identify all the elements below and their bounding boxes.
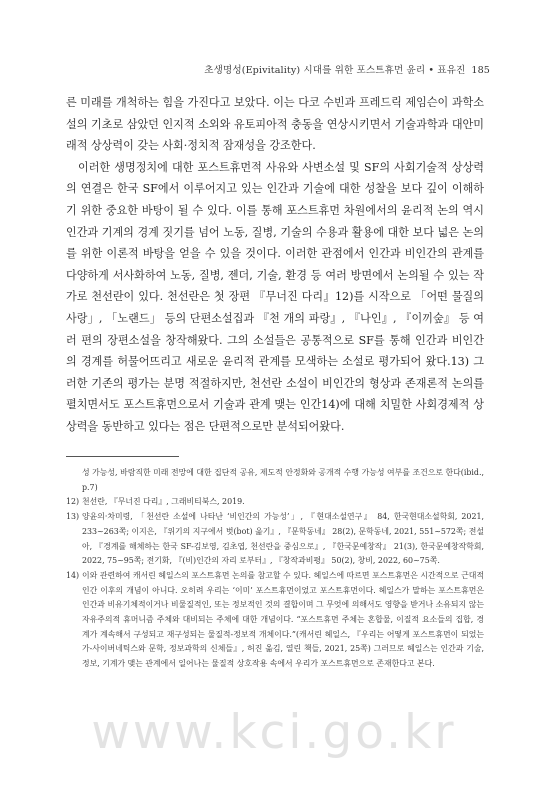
footnote-text: 천선란, 『무너진 다리』, 그래비티북스, 2019. bbox=[82, 497, 245, 507]
footnote-number: 13) bbox=[66, 512, 80, 522]
footnote-12 bbox=[66, 495, 484, 510]
footnote-number: 12) bbox=[66, 497, 80, 507]
running-title: 초생명성(Epivitality) 시대를 위한 포스트휴먼 윤리 • 표유진 bbox=[204, 65, 466, 76]
page-number: 185 bbox=[471, 65, 490, 76]
paragraph: 른 미래를 개척하는 힘을 가진다고 보았다. 이는 다코 수빈과 프레드릭 제임슨이 과학소설의 기초로 삼았던 인지적 소외와 유토피아적 충동을 연상시키면서 기술과학과 대안미래적 상상력이 갖는 사회·정치적 잠재성을 강조한다. bbox=[66, 96, 484, 153]
footnote-13 bbox=[66, 510, 484, 569]
footnote-continuation bbox=[66, 466, 484, 495]
footnote-text: 이와 관련하여 캐서린 헤일스의 포스트휴먼 논의를 참고할 수 있다. 헤일스에 따르면 포스트휴먼은 시간적으로 근대적 인간 이후의 개념이 아니다. 오히려 우리는 ‘이미’ 포스트휴먼이었고 포스트휴먼이다. 헤일스가 말하는 포스트휴먼은 인간과 비유기체적이거나 비물질적인, 또는 정보적인 것의 결합이며 그 무엇에 의해서도 영향을 받거나 소유되지 않는 자유주의적 휴머니즘 주체와 대비되는 주체에 대한 개념이다. “포스트휴먼 주체는 혼합물, 이질적 요소들의 집합, 경계가 계속해서 구성되고 재구성되는 물질적-정보적 개체이다.”(캐서린 헤일스, 『우리는 어떻게 포스트휴먼이 되었는가-사이버네틱스와 문학, 정보과학의 신체들』, 허진 옮김, 열린 책들, 2021, 25쪽) 그러므로 헤일스는 인간과 기술, 정보, 기계가 맺는 관계에서 일어나는 물질적 상호작용 속에서 우리가 포스트휴먼으로 존재한다고 본다. bbox=[82, 570, 484, 669]
footnote-number: 14) bbox=[66, 570, 80, 580]
footnote-14 bbox=[66, 569, 484, 672]
body-text bbox=[66, 92, 484, 438]
watermark: www.kci.go.kr bbox=[91, 705, 457, 760]
footnotes bbox=[66, 466, 484, 672]
paragraph: 이러한 생명정치에 대한 포스트휴먼적 사유와 사변소설 및 SF의 사회기술적 상상력의 연결은 한국 SF에서 이루어지고 있는 인간과 기술에 대한 성찰을 보다 깊이 이해하기 위한 중요한 바탕이 될 수 있다. 이를 통해 포스트휴먼 차원에서의 윤리적 논의 역시 인간과 기계의 경계 짓기를 넘어 노동, 질병, 기술의 수용과 활용에 대한 보다 넓은 논의를 위한 이론적 바탕을 얻을 수 있을 것이다. 이러한 관점에서 인간과 비인간의 관계를 다양하게 서사화하여 노동, 질병, 젠더, 기술, 환경 등 여러 방면에서 논의될 수 있는 작가로 천선란이 있다. 천선란은 첫 장편 『무너진 다리』12)를 시작으로 「어떤 물질의 사랑」, 「노랜드」 등의 단편소설집과 『천 개의 파랑』, 『나인』, 『이끼숲』 등 여러 편의 장편소설을 창작해왔다. 그의 소설들은 공통적으로 SF를 통해 인간과 비인간의 경계를 허물어뜨리고 새로운 윤리적 관계를 모색하는 소설로 평가되어 왔다.13) 그러한 기존의 평가는 분명 적절하지만, 천선란 소설이 비인간의 형상과 존재론적 논의를 펼치면서도 포스트휴먼으로서 기술과 관계 맺는 인간14)에 대해 치밀한 사회경제적 상상력을 동반하고 있다는 점은 단편적으로만 분석되어왔다. bbox=[66, 160, 484, 433]
running-header bbox=[55, 62, 490, 76]
footnote-divider bbox=[66, 456, 179, 457]
footnote-text: 성 가능성, 바람직한 미래 전망에 대한 집단적 공유, 제도적 안정화와 공개적 수행 가능성 여부를 조건으로 한다(ibid., p.7) bbox=[82, 468, 484, 492]
footnote-text: 양윤의·차미령, 「천선란 소설에 나타난 ‘비인간의 가능성’」, 『현대소설연구』 84, 한국현대소설학회, 2021, 233~263쪽; 이지은, 『위기의 지구에서 벗(bot) 읊기』, 『문학동네』 28(2), 문학동네, 2021, 551~572쪽; 전설아, 『경계를 해체하는 한국 SF-김보영, 김초엽, 천선란을 중심으로』, 『한국문예창작』 21(3), 한국문예창작학회, 2022, 75~95쪽; 전기화, 『(비)인간의 자리 로부터』, 『창작과비평』 50(2), 창비, 2022, 60~75쪽. bbox=[82, 512, 484, 566]
